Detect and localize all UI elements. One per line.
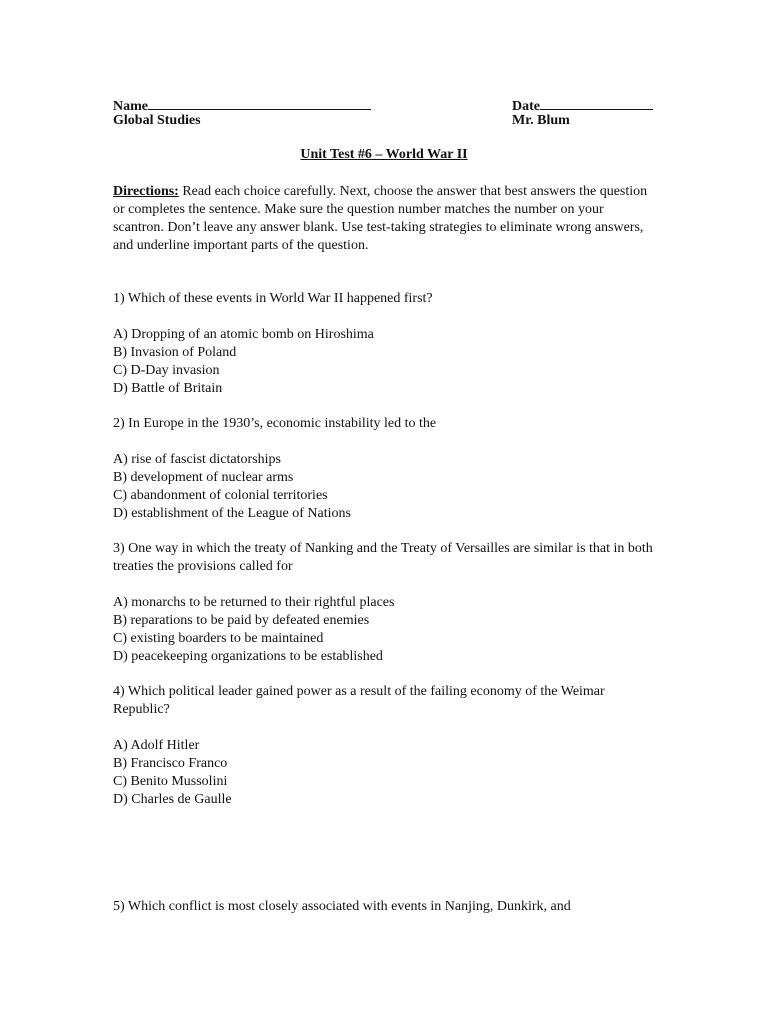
name-label: Name bbox=[113, 99, 148, 114]
question-stem: 4) Which political leader gained power as a result of the failing economy of the Weimar Republic? bbox=[113, 684, 605, 717]
answer-choice: B) reparations to be paid by defeated enemies bbox=[113, 613, 370, 628]
directions-label: Directions: bbox=[113, 184, 179, 199]
answer-choice: A) rise of fascist dictatorships bbox=[113, 452, 281, 467]
answer-choice: C) D-Day invasion bbox=[113, 363, 220, 378]
date-label: Date bbox=[512, 99, 540, 114]
directions-text: Read each choice carefully. Next, choose the answer that best answers the question or completes the sentence. Make sure the question number matches the number on your scantron. Don’t leave any answer blank. Use test-taking strategies to eliminate wrong answers, and underline important parts of the question. bbox=[113, 184, 648, 253]
answer-choice: C) existing boarders to be maintained bbox=[113, 631, 324, 646]
question-5 bbox=[113, 898, 653, 916]
directions bbox=[113, 183, 653, 255]
answer-choice: D) establishment of the League of Nations bbox=[113, 506, 351, 521]
date-blank-line bbox=[540, 95, 653, 110]
answer-choice: B) development of nuclear arms bbox=[113, 470, 294, 485]
course-name: Global Studies bbox=[113, 113, 201, 128]
answer-choice: A) Dropping of an atomic bomb on Hiroshima bbox=[113, 327, 374, 342]
teacher-name: Mr. Blum bbox=[512, 113, 570, 128]
page-title: Unit Test #6 – World War II bbox=[300, 147, 468, 162]
question-2 bbox=[113, 415, 653, 523]
question-stem: 2) In Europe in the 1930’s, economic instability led to the bbox=[113, 416, 437, 431]
question-stem: 1) Which of these events in World War II happened first? bbox=[113, 291, 433, 306]
question-stem: 3) One way in which the treaty of Nanking and the Treaty of Versailles are similar is that in both treaties the provisions called for bbox=[113, 541, 653, 574]
answer-choice: B) Francisco Franco bbox=[113, 756, 228, 771]
question-1 bbox=[113, 290, 653, 398]
name-blank-line bbox=[148, 95, 371, 110]
answer-choice: D) Charles de Gaulle bbox=[113, 792, 232, 807]
answer-choice: C) Benito Mussolini bbox=[113, 774, 228, 789]
answer-choice: A) Adolf Hitler bbox=[113, 738, 200, 753]
question-3 bbox=[113, 540, 653, 666]
answer-choice: A) monarchs to be returned to their rightful places bbox=[113, 595, 395, 610]
answer-choice: B) Invasion of Poland bbox=[113, 345, 237, 360]
answer-choice: D) Battle of Britain bbox=[113, 381, 223, 396]
answer-choice: D) peacekeeping organizations to be established bbox=[113, 649, 383, 664]
question-stem: 5) Which conflict is most closely associated with events in Nanjing, Dunkirk, and bbox=[113, 899, 571, 914]
question-4 bbox=[113, 683, 653, 809]
answer-choice: C) abandonment of colonial territories bbox=[113, 488, 328, 503]
